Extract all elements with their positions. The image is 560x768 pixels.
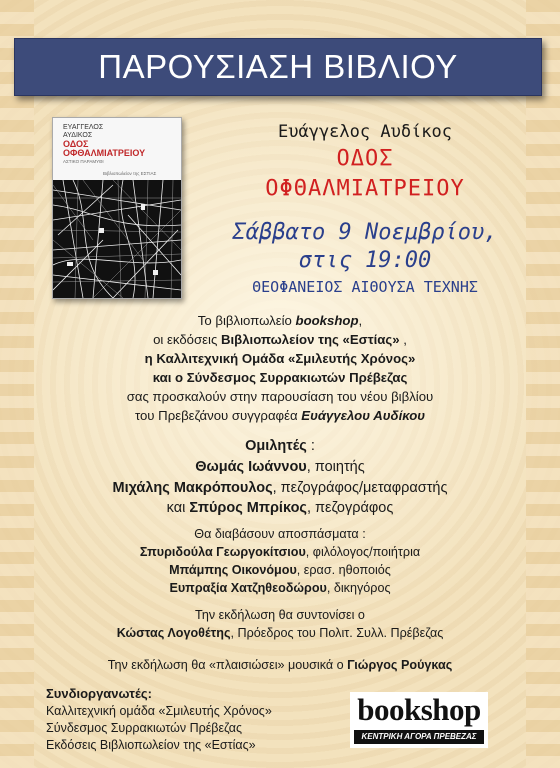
book-cover-image (52, 117, 182, 299)
author-genitive: Ευάγγελου Αυδίκου (301, 408, 426, 423)
musician-name: Γιώργος Ρούγκας (347, 658, 453, 672)
intro-line-3 (0, 351, 560, 366)
speaker-role: , πεζογράφος (306, 500, 394, 516)
reader-3 (0, 581, 560, 595)
header-banner (14, 38, 542, 96)
event-time: στις 19:00 (298, 248, 432, 273)
speaker-role: , ποιητής (306, 459, 365, 475)
intro-line-2 (0, 332, 560, 347)
reader-1 (0, 545, 560, 559)
speaker-prefix: και (166, 500, 190, 516)
speaker-3 (0, 500, 560, 516)
cover-publisher: Βιβλιοπωλείον της ΕΣΤΙΑΣ (103, 171, 157, 176)
intro-text: οι εκδόσεις (153, 332, 221, 347)
organizers-heading: Συνδιοργανωτές: (46, 686, 152, 701)
speaker-name: Θωμάς Ιωάννου (195, 459, 307, 475)
intro-line-4 (0, 370, 560, 385)
art-group-name: η Καλλιτεχνική Ομάδα «Σμιλευτής Χρόνος» (144, 351, 416, 366)
speakers-heading-colon: : (306, 438, 315, 454)
speaker-role: , πεζογράφος/μεταφραστής (272, 480, 448, 496)
speaker-name: Μιχάλης Μακρόπουλος (112, 480, 273, 496)
coordination-line-1: Την εκδήλωση θα συντονίσει ο (195, 608, 365, 622)
publisher-name: Βιβλιοπωλείον της «Εστίας» (220, 332, 400, 347)
cover-title-line2: ΟΦΘΑΛΜΙΑΤΡΕΙΟΥ (63, 148, 146, 158)
speaker-2 (0, 480, 560, 496)
bookshop-name: bookshop (295, 313, 359, 328)
reader-2 (0, 563, 560, 577)
reader-role: , φιλόλογος/ποιήτρια (305, 545, 421, 559)
banner-title: ΠΑΡΟΥΣΙΑΣΗ ΒΙΒΛΙΟΥ (98, 48, 458, 85)
association-name: και ο Σύνδεσμος Συρρακιωτών Πρέβεζας (152, 370, 408, 385)
readers-heading: Θα διαβάσουν αποσπάσματα : (194, 527, 366, 541)
cover-title-line1: ΟΔΟΣ (63, 139, 89, 149)
reader-role: , δικηγόρος (326, 581, 391, 595)
speaker-1 (0, 459, 560, 475)
music-text: Την εκδήλωση θα «πλαισιώσει» μουσικά ο (107, 658, 348, 672)
coordinator-role: , Πρόεδρος του Πολιτ. Συλλ. Πρέβεζας (230, 626, 444, 640)
bookshop-logo (350, 692, 488, 748)
coordination-line-2 (0, 626, 560, 640)
reader-name: Μπάμπης Οικονόμου (169, 563, 297, 577)
reader-name: Σπυριδούλα Γεωργοκίτσιου (139, 545, 306, 559)
cover-author-last: ΑΥΔΙΚΟΣ (63, 132, 93, 139)
speaker-name: Σπύρος Μπρίκος (189, 500, 307, 516)
music-line (0, 658, 560, 672)
intro-text: , (399, 332, 407, 347)
speakers-heading (0, 438, 560, 454)
cover-street-map (53, 180, 181, 298)
organizer-1: Καλλιτεχνική ομάδα «Σμιλευτής Χρόνος» (46, 704, 272, 718)
cover-author-first: ΕΥΑΓΓΕΛΟΣ (63, 124, 104, 131)
event-date: Σάββατο 9 Νοεμβρίου, (232, 220, 498, 245)
logo-wordmark: bookshop (357, 692, 481, 727)
intro-line-5: σας προσκαλούν στην παρουσίαση του νέου βιβλίου (126, 389, 434, 404)
intro-text: Το βιβλιοπωλείο (197, 313, 296, 328)
intro-line-1 (0, 313, 560, 328)
organizer-3: Εκδόσεις Βιβλιοπωλείον της «Εστίας» (46, 738, 256, 752)
event-venue: ΘΕΟΦΑΝΕΙΟΣ ΑΙΘΟΥΣΑ ΤΕΧΝΗΣ (252, 278, 478, 296)
intro-line-6 (0, 408, 560, 423)
coordinator-name: Κώστας Λογοθέτης (116, 626, 231, 640)
reader-role: , ερασ. ηθοποιός (296, 563, 391, 577)
organizer-2: Σύνδεσμος Συρρακιωτών Πρέβεζας (46, 721, 242, 735)
book-cover-text (63, 124, 156, 178)
reader-name: Ευπραξία Χατζηθεοδώρου (169, 581, 327, 595)
logo-tagline: ΚΕΝΤΡΙΚΗ ΑΓΟΡΑ ΠΡΕΒΕΖΑΣ (361, 732, 477, 741)
intro-text: του Πρεβεζάνου συγγραφέα (134, 408, 302, 423)
speakers-heading-text: Ομιλητές (245, 438, 307, 454)
cover-subtitle: ΑΣΤΙΚΟ ΠΑΡΑΜΥΘΙ (63, 159, 104, 164)
intro-text: , (358, 313, 363, 328)
author-name: Ευάγγελος Αυδίκος (278, 122, 452, 142)
book-title-line1: ΟΔΟΣ (336, 146, 394, 171)
book-title-line2: ΟΦΘΑΛΜΙΑΤΡΕΙΟΥ (265, 176, 465, 201)
